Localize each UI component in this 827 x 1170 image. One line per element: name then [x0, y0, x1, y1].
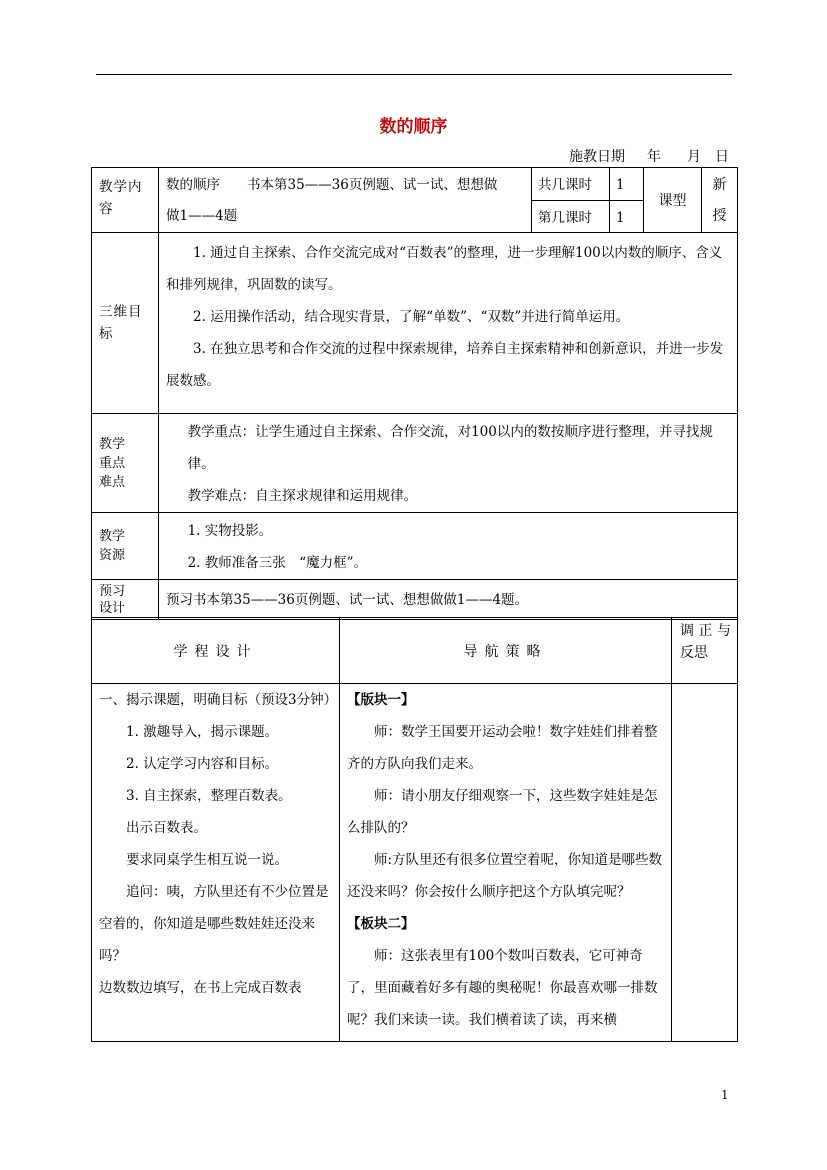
preview-label-1: 预习	[99, 583, 126, 599]
guide-section: 【板块二】	[347, 916, 415, 932]
lesson-info-table	[91, 167, 738, 620]
learning-line: 2. 认定学习内容和目标。	[126, 756, 279, 772]
type-value-1: 新	[712, 177, 727, 193]
preview-text: 预习书本第35——36页例题、试一试、想想做做1——4题。	[159, 580, 738, 620]
guide-section: 【版块一】	[347, 692, 415, 708]
page-number: 1	[721, 1088, 729, 1102]
learning-line: 追问：咦，方队里还有不少位置是空着的，你知道是哪些数娃娃还没来吗？	[99, 884, 329, 964]
learning-line: 1. 激趣导入，揭示课题。	[126, 724, 279, 740]
content-line-2: 做1——4题	[166, 208, 238, 224]
date-day: 日	[715, 149, 729, 165]
focus-label-1: 教学	[99, 436, 126, 452]
type-label: 课型	[644, 168, 702, 233]
type-value-2: 授	[712, 208, 727, 224]
learning-line: 3. 自主探索，整理百数表。	[126, 788, 292, 804]
resources-label-2: 资源	[99, 548, 126, 563]
resource-item: 2. 教师准备三张 “魔力框”。	[187, 555, 368, 571]
resources-label-1: 教学	[99, 529, 126, 544]
difficulty: 教学难点：自主探求规律和运用规律。	[187, 488, 418, 504]
guide-line: 师:方队里还有很多位置空着呢，你知道是哪些数还没来吗？你会按什么顺序把这个方队填完呢？	[347, 852, 663, 900]
total-hours-label: 共几课时	[532, 168, 610, 201]
guide-line: 师：请小朋友仔细观察一下，这些数字娃娃是怎么排队的？	[347, 788, 658, 836]
focus-label	[92, 414, 159, 513]
teaching-date	[559, 146, 729, 166]
goals-label: 三维目标	[92, 233, 159, 414]
date-year: 年	[647, 149, 661, 165]
type-value	[702, 168, 738, 233]
key-point: 教学重点：让学生通过自主探索、合作交流，对100以内的数按顺序进行整理，并寻找规律。	[187, 424, 713, 472]
learning-line: 一、揭示课题，明确目标（预设3分钟）	[99, 692, 338, 708]
date-label: 施教日期	[569, 149, 625, 165]
content-line-1: 数的顺序 书本第35——36页例题、试一试、想想做	[166, 177, 498, 193]
focus-label-3: 难点	[99, 474, 126, 490]
resource-item: 1. 实物投影。	[187, 523, 273, 539]
nth-hour-value: 1	[610, 201, 644, 233]
guide-line: 师：数学王国要开运动会啦！数字娃娃们排着整齐的方队向我们走来。	[347, 724, 658, 772]
guide-line: 师：这张表里有100个数叫百数表，它可神奇了，里面藏着好多有趣的奥秘呢！你最喜欢哪一排数呢？我们来读一读。我们横着读了读，再来横	[347, 948, 658, 1028]
goals-content	[159, 233, 738, 414]
preview-label-2: 设计	[99, 600, 126, 616]
resources-label	[92, 513, 159, 580]
learning-line: 要求同桌学生相互说一说。	[126, 852, 288, 868]
nth-hour-label: 第几课时	[532, 201, 610, 233]
content-text	[159, 168, 532, 233]
learning-line: 出示百数表。	[126, 820, 207, 836]
resources-content	[159, 513, 738, 580]
guide-content	[340, 684, 672, 1042]
learning-content	[92, 684, 340, 1042]
page-title: 数的顺序	[379, 117, 448, 137]
total-hours-value: 1	[610, 168, 644, 201]
content-label: 教学内容	[92, 168, 159, 233]
preview-label	[92, 580, 159, 620]
focus-content	[159, 414, 738, 513]
goal-item: 1. 通过自主探索、合作交流完成对“百数表”的整理，进一步理解100以内数的顺序、含义和排列规律，巩固数的读写。	[166, 245, 723, 293]
goal-item: 3. 在独立思考和合作交流的过程中探索规律，培养自主探索精神和创新意识，并进一步发展数感。	[166, 341, 724, 389]
learning-header: 学程设计	[92, 618, 340, 684]
date-month: 月	[687, 149, 701, 165]
focus-label-2: 重点	[99, 455, 126, 471]
goal-item: 2. 运用操作活动，结合现实背景，了解“单数”、“双数”并进行简单运用。	[193, 309, 630, 325]
reflection-content	[672, 684, 738, 1042]
guide-header: 导航策略	[340, 618, 672, 684]
header-rule	[96, 74, 732, 75]
process-table	[91, 617, 738, 1042]
learning-line: 边数数边填写，在书上完成百数表	[99, 980, 302, 996]
reflection-header: 调正与反思	[672, 618, 738, 684]
